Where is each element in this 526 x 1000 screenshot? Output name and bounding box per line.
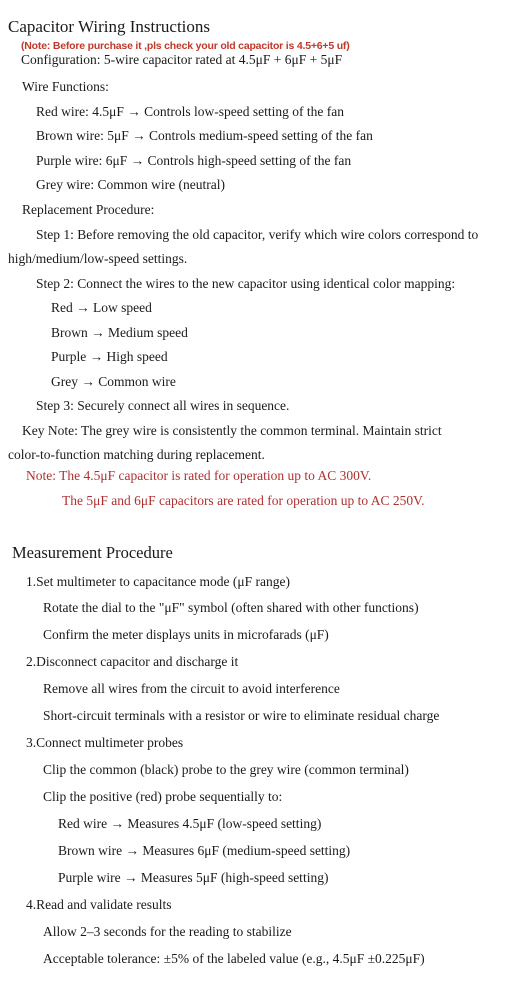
key-note-line-2: color-to-function matching during replacement. [8,447,265,462]
measure-step-4: 4.Read and validate results [26,897,172,912]
key-note-line-1: Key Note: The grey wire is consistently the common terminal. Maintain strict [22,423,442,438]
measure-line: Clip the common (black) probe to the grey wire (common terminal) [43,762,409,777]
measure-line: Confirm the meter displays units in microfarads (μF) [43,627,329,642]
mapping-brown: Brown → Medium speed [51,325,188,340]
measurement-heading: Measurement Procedure [12,543,173,562]
purchase-note: (Note: Before purchase it ,pls check your old capacitor is 4.5+6+5 uf) [21,40,350,52]
measure-line: Rotate the dial to the "μF" symbol (often shared with other functions) [43,600,419,615]
replacement-heading: Replacement Procedure: [22,202,155,217]
mapping-red: Red → Low speed [51,300,152,315]
measure-wire-purple: Purple wire → Measures 5μF (high-speed setting) [58,870,329,885]
measure-line: Remove all wires from the circuit to avoid interference [43,681,340,696]
measure-wire-brown: Brown wire → Measures 6μF (medium-speed setting) [58,843,351,858]
measure-wire-red: Red wire → Measures 4.5μF (low-speed setting) [58,816,322,831]
measure-step-3: 3.Connect multimeter probes [26,735,184,750]
wire-functions-heading: Wire Functions: [22,79,109,94]
mapping-grey: Grey → Common wire [51,374,176,389]
step-2: Step 2: Connect the wires to the new capacitor using identical color mapping: [36,276,456,291]
voltage-note-1: Note: The 4.5μF capacitor is rated for operation up to AC 300V. [26,468,372,483]
measure-line: Clip the positive (red) probe sequentially to: [43,789,283,804]
mapping-purple: Purple → High speed [51,349,168,364]
configuration-line: Configuration: 5-wire capacitor rated at 4.5μF + 6μF + 5μF [21,52,343,67]
measure-line: Short-circuit terminals with a resistor or wire to eliminate residual charge [43,708,440,723]
step-1-line-2: high/medium/low-speed settings. [8,251,188,266]
page-title: Capacitor Wiring Instructions [8,17,211,36]
wire-item-purple: Purple wire: 6μF → Controls high-speed setting of the fan [36,153,352,168]
wire-item-brown: Brown wire: 5μF → Controls medium-speed setting of the fan [36,128,373,143]
measure-line: Allow 2–3 seconds for the reading to stabilize [43,924,292,939]
wire-item-red: Red wire: 4.5μF → Controls low-speed setting of the fan [36,104,344,119]
voltage-note-2: The 5μF and 6μF capacitors are rated for operation up to AC 250V. [62,493,425,508]
step-3: Step 3: Securely connect all wires in sequence. [36,398,290,413]
measure-step-1: 1.Set multimeter to capacitance mode (μF range) [26,574,291,589]
measure-step-2: 2.Disconnect capacitor and discharge it [26,654,239,669]
step-1-line-1: Step 1: Before removing the old capacitor, verify which wire colors correspond to [36,227,479,242]
measure-line: Acceptable tolerance: ±5% of the labeled value (e.g., 4.5μF ±0.225μF) [43,951,425,966]
wire-item-grey: Grey wire: Common wire (neutral) [36,177,225,192]
